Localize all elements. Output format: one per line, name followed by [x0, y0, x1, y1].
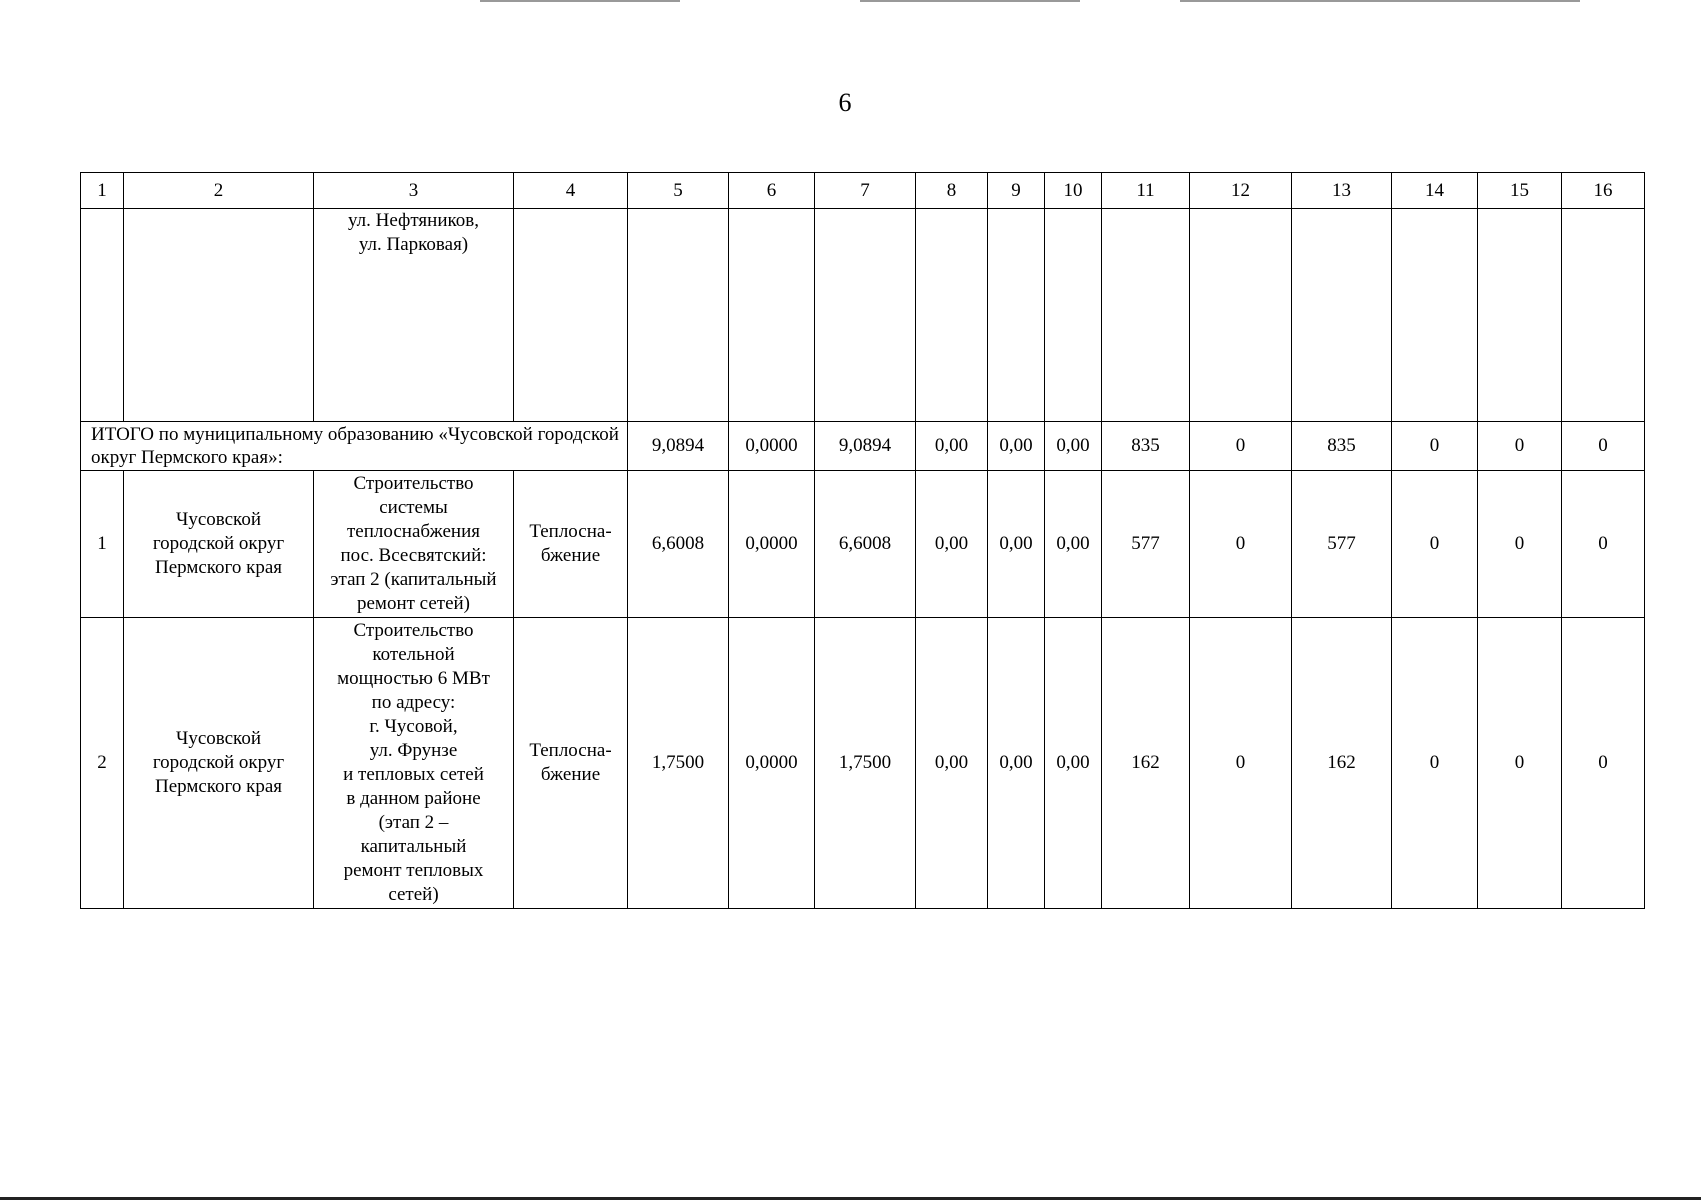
value-cell: 835 — [1292, 422, 1392, 471]
project-text-line: котельной — [372, 644, 455, 665]
table-row — [81, 618, 1645, 909]
municipality-text-line: Пермского края — [154, 776, 283, 797]
total-label: ИТОГО по муниципальному образованию «Чусовской городской округ Пермского края»: — [81, 422, 628, 471]
value-cell: 162 — [1102, 618, 1190, 909]
value-cell: 835 — [1102, 422, 1190, 471]
table-cell — [628, 209, 729, 422]
project-text-line: теплоснабжения — [347, 521, 480, 542]
municipality-text-line: городской округ — [152, 533, 285, 554]
project-text-line: ул. Фрунзе — [369, 740, 458, 761]
header-cell: 8 — [916, 173, 988, 209]
header-cell: 2 — [124, 173, 314, 209]
table-row — [81, 471, 1645, 618]
header-cell: 4 — [514, 173, 628, 209]
table-cell — [1292, 209, 1392, 422]
table-cell — [1045, 209, 1102, 422]
table-cell — [1478, 209, 1562, 422]
table-cell — [916, 209, 988, 422]
value-cell: 0 — [1562, 471, 1645, 618]
project-text-line: Строительство — [353, 473, 474, 494]
sphere-cell — [514, 618, 628, 909]
value-cell: 577 — [1102, 471, 1190, 618]
continuation-row — [81, 209, 1645, 422]
value-cell: 0,00 — [988, 422, 1045, 471]
value-cell: 0,0000 — [729, 422, 815, 471]
value-cell: 0 — [1562, 422, 1645, 471]
table-cell — [81, 209, 124, 422]
table-cell — [729, 209, 815, 422]
table-cell — [988, 209, 1045, 422]
table-cell — [1562, 209, 1645, 422]
value-cell: 0 — [1478, 618, 1562, 909]
project-text-line: Строительство — [353, 620, 474, 641]
table-cell — [815, 209, 916, 422]
project-text-line: этап 2 (капитальный — [330, 569, 497, 590]
scan-artifact — [1180, 0, 1580, 2]
total-row — [81, 422, 1645, 471]
header-cell: 1 — [81, 173, 124, 209]
value-cell: 1,7500 — [628, 618, 729, 909]
sphere-text-line: Теплосна- — [529, 521, 612, 542]
sphere-cell — [514, 471, 628, 618]
project-text-line: и тепловых сетей — [343, 764, 484, 785]
project-cell — [314, 618, 514, 909]
value-cell: 0,00 — [1045, 618, 1102, 909]
value-cell: 6,6008 — [628, 471, 729, 618]
header-cell: 12 — [1190, 173, 1292, 209]
project-cell — [314, 471, 514, 618]
page-number: 6 — [838, 88, 852, 117]
value-cell: 0 — [1392, 618, 1478, 909]
municipality-text-line: Чусовской — [175, 728, 261, 749]
value-cell: 6,6008 — [815, 471, 916, 618]
sphere-text-line: бжение — [540, 545, 601, 566]
header-cell: 7 — [815, 173, 916, 209]
data-table — [80, 172, 1645, 909]
project-cell — [314, 209, 514, 422]
header-cell: 16 — [1562, 173, 1645, 209]
value-cell: 0 — [1478, 422, 1562, 471]
header-cell: 3 — [314, 173, 514, 209]
municipality-text-line: городской округ — [152, 752, 285, 773]
value-cell: 0 — [1392, 422, 1478, 471]
value-cell: 0,00 — [916, 618, 988, 909]
project-text-line: пос. Всесвятский: — [340, 545, 487, 566]
row-number: 1 — [81, 471, 124, 618]
municipality-text-line: Чусовской — [175, 509, 261, 530]
header-cell: 10 — [1045, 173, 1102, 209]
municipality-text-line: Пермского края — [154, 557, 283, 578]
value-cell: 0,0000 — [729, 471, 815, 618]
scan-artifact — [860, 0, 1080, 2]
table-cell — [124, 209, 314, 422]
project-text-line: по адресу: — [371, 692, 456, 713]
project-text-line: мощностью 6 МВт — [337, 668, 490, 689]
header-row — [81, 173, 1645, 209]
header-cell: 15 — [1478, 173, 1562, 209]
table-cell — [514, 209, 628, 422]
value-cell: 0,00 — [988, 471, 1045, 618]
value-cell: 0 — [1478, 471, 1562, 618]
municipality-cell — [124, 618, 314, 909]
value-cell: 0,0000 — [729, 618, 815, 909]
value-cell: 0 — [1190, 471, 1292, 618]
header-cell: 14 — [1392, 173, 1478, 209]
project-text-line: сетей) — [388, 884, 439, 905]
value-cell: 9,0894 — [815, 422, 916, 471]
value-cell: 0,00 — [1045, 471, 1102, 618]
value-cell: 0 — [1190, 422, 1292, 471]
project-text-line: ремонт сетей) — [356, 593, 470, 614]
value-cell: 0 — [1190, 618, 1292, 909]
value-cell: 1,7500 — [815, 618, 916, 909]
sphere-text-line: Теплосна- — [529, 740, 612, 761]
value-cell: 9,0894 — [628, 422, 729, 471]
table-cell — [1392, 209, 1478, 422]
value-cell: 0,00 — [1045, 422, 1102, 471]
value-cell: 0,00 — [916, 422, 988, 471]
municipality-cell — [124, 471, 314, 618]
table-cell — [1102, 209, 1190, 422]
project-text-line: системы — [379, 497, 448, 518]
value-cell: 0,00 — [988, 618, 1045, 909]
value-cell: 0 — [1562, 618, 1645, 909]
header-cell: 11 — [1102, 173, 1190, 209]
header-cell: 6 — [729, 173, 815, 209]
value-cell: 0,00 — [916, 471, 988, 618]
project-text-line: капитальный — [360, 836, 467, 857]
header-cell: 13 — [1292, 173, 1392, 209]
row-number: 2 — [81, 618, 124, 909]
scan-artifact — [480, 0, 680, 2]
project-text-line: (этап 2 – — [378, 812, 449, 833]
table-cell — [1190, 209, 1292, 422]
project-text-line: г. Чусовой, — [369, 716, 458, 737]
project-text-line: ремонт тепловых — [343, 860, 484, 881]
value-cell: 162 — [1292, 618, 1392, 909]
value-cell: 577 — [1292, 471, 1392, 618]
project-text-line: ул. Нефтяников, — [348, 210, 479, 231]
header-cell: 5 — [628, 173, 729, 209]
sphere-text-line: бжение — [540, 764, 601, 785]
header-cell: 9 — [988, 173, 1045, 209]
project-text-line: ул. Парковая) — [358, 234, 469, 255]
value-cell: 0 — [1392, 471, 1478, 618]
project-text-line: в данном районе — [346, 788, 481, 809]
